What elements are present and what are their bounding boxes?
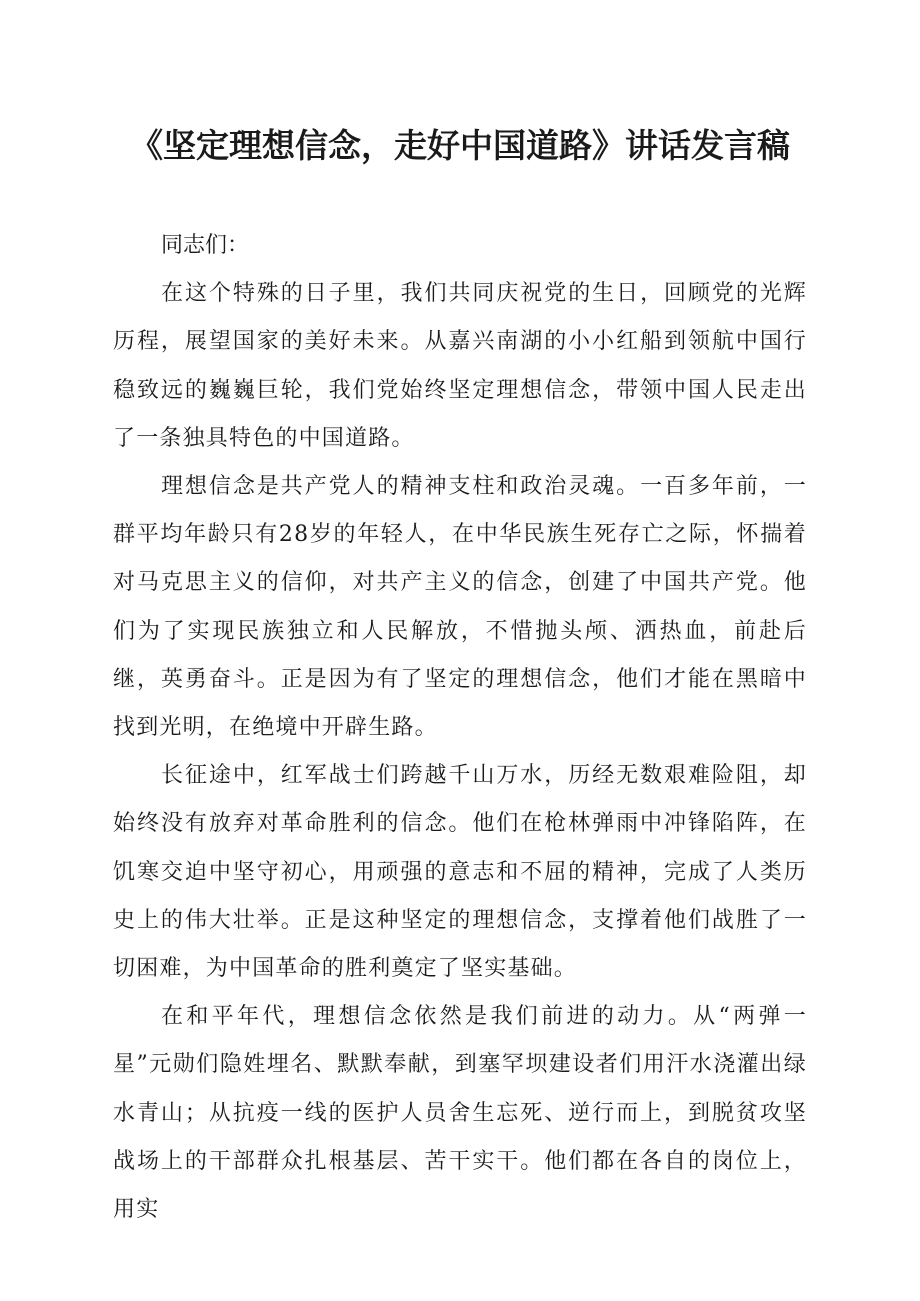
paragraph-1: 在这个特殊的日子里，我们共同庆祝党的生日，回顾党的光辉历程，展望国家的美好未来。从嘉兴南湖的小小红船到领航中国行稳致远的巍巍巨轮，我们党始终坚定理想信念，带领中国人民走出了一条独具特色的中国道路。 xyxy=(113,281,807,451)
document-body xyxy=(113,222,807,1234)
document-title: 《坚定理想信念，走好中国道路》讲话发言稿 xyxy=(130,126,790,165)
salutation: 同志们： xyxy=(161,233,250,258)
paragraph-4: 在和平年代，理想信念依然是我们前进的动力。从“两弹一星”元勋们隐姓埋名、默默奉献，到塞罕坝建设者们用汗水浇灌出绿水青山；从抗疫一线的医护人员舍生忘死、逆行而上，到脱贫攻坚战场上的干部群众扎根基层、苦干实干。他们都在各自的岗位上，用实 xyxy=(113,1004,807,1223)
paragraph-2: 理想信念是共产党人的精神支柱和政治灵魂。一百多年前，一群平均年龄只有28岁的年轻人，在中华民族生死存亡之际，怀揣着对马克思主义的信仰，对共产主义的信念，创建了中国共产党。他们为了实现民族独立和人民解放，不惜抛头颅、洒热血，前赴后继，英勇奋斗。正是因为有了坚定的理想信念，他们才能在黑暗中找到光明，在绝境中开辟生路。 xyxy=(113,474,807,741)
paragraph-3: 长征途中，红军战士们跨越千山万水，历经无数艰难险阻，却始终没有放弃对革命胜利的信念。他们在枪林弹雨中冲锋陷阵，在饥寒交迫中坚守初心，用顽强的意志和不屈的精神，完成了人类历史上的伟大壮举。正是这种坚定的理想信念，支撑着他们战胜了一切困难，为中国革命的胜利奠定了坚实基础。 xyxy=(113,763,807,982)
